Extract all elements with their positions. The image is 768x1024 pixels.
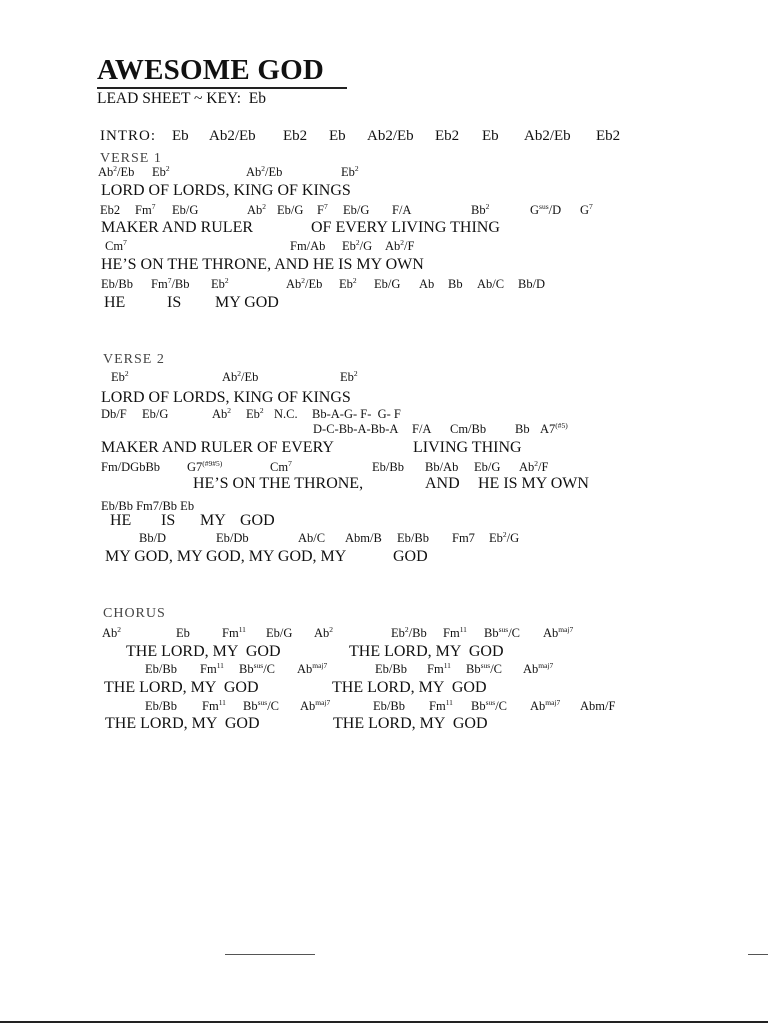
intro-label: INTRO: [100,128,156,144]
chord-symbol: $G7^{(\#9\#5)}$ [187,459,223,474]
intro-chord: Eb2 [435,128,460,144]
chord-symbol: Eb/Bb [145,699,177,713]
intro-chord: Eb2 [283,128,308,144]
chord-symbol: Eb/G [142,407,169,421]
chord-symbol: Ab$^2$/Eb [286,276,323,291]
chord-symbol: Eb/Bb [372,460,404,474]
chord-symbol: Ab$^2$ [212,406,232,421]
chord-symbol: Eb$^2$ [211,276,229,291]
chord-symbol: F/A [392,203,412,217]
chord-symbol: Eb/Bb [101,277,133,291]
chord-symbol: Eb$^2$/G [489,530,520,545]
chord-symbol: Eb/Db [216,531,249,545]
chord-symbol: Ab$^2$ [102,625,122,640]
lyric-text: IS [161,512,176,529]
chord-symbol: Bb/Ab [425,460,459,474]
footer-rule [225,954,315,955]
chord-symbol: Eb [176,626,190,640]
chord-symbol: Fm$^{11}$ [443,625,467,640]
chord-symbol: Ab$^2$/Eb [246,164,283,179]
chord-symbol: Bb [448,277,463,291]
chord-symbol: Fm/Ab [290,239,326,253]
chord-symbol: Fm$^{11}$ [202,698,226,713]
chord-symbol: Eb/G [474,460,501,474]
chord-symbol: Fm$^{11}$ [200,661,224,676]
chord-symbol: Fm$^7$ [135,202,156,217]
intro-chord: Eb [172,128,189,144]
chord-symbol: $Ab^{maj7}$ [297,661,328,676]
intro-chord: Eb2 [596,128,621,144]
chord-symbol: $Bb^{sus}/C$ [471,698,507,713]
chord-symbol: Abm/B [345,531,382,545]
chord-symbol: Eb$^2$ [339,276,357,291]
lyric-text: IS [167,294,182,311]
chord-symbol: Eb$^2$ [340,369,358,384]
lyric-text: HE [110,512,132,529]
chord-symbol: Fm7 [452,531,475,545]
lyric-text: MY GOD [215,294,279,311]
chord-symbol: Fm$^{11}$ [427,661,451,676]
chord-symbol: Bb$^2$ [471,202,490,217]
intro-chord: Eb [482,128,499,144]
chord-symbol: Ab$^2$/Eb [98,164,135,179]
chord-symbol: Eb2 [100,203,121,217]
chord-symbol: Ab$^2$ [247,202,267,217]
chord-symbol: Ab$^2$/F [519,459,549,474]
chord-symbol: $Ab^{maj7}$ [300,698,331,713]
chord-symbol: D-C-Bb-A-Bb-A [313,422,399,436]
lyric-text: THE LORD, MY GOD [333,715,488,732]
lyric-text: HE’S ON THE THRONE, [193,475,364,492]
chord-symbol: N.C. [274,407,298,421]
chord-symbol: Ab$^2$ [314,625,334,640]
lyric-text: HE IS MY OWN [478,475,589,492]
chord-symbol: Eb/Bb Fm7/Bb Eb [101,499,195,513]
lyric-text: MAKER AND RULER OF EVERY [101,439,334,456]
lyric-text: LORD OF LORDS, KING OF KINGS [101,182,351,199]
chord-symbol: Cm/Bb [450,422,487,436]
chord-symbol: $G^{sus}/D$ [530,202,562,217]
chord-symbol: Fm/DGbBb [101,460,161,474]
chord-symbol: Eb$^2$ [246,406,264,421]
intro-chord: Ab2/Eb [367,128,414,144]
chord-symbol: $Bb^{sus}/C$ [466,661,502,676]
chord-symbol: Eb/G [172,203,199,217]
intro-chord: Ab2/Eb [209,128,256,144]
chord-symbol: Eb$^2$/Bb [391,625,427,640]
chord-symbol: $Bb^{sus}/C$ [484,625,520,640]
chord-symbol: Eb$^2$ [111,369,129,384]
lyric-text: HE [104,294,126,311]
key-subtitle: LEAD SHEET ~ KEY: Eb [97,90,266,107]
section-heading-ch: CHORUS [103,606,166,621]
chord-symbol: $Bb^{sus}/C$ [239,661,275,676]
chord-symbol: Cm$^7$ [105,238,127,253]
lyric-text: GOD [393,548,428,565]
chord-symbol: Bb-A-G- F- G- F [312,407,401,421]
lyric-text: THE LORD, MY GOD [105,715,260,732]
chord-symbol: Fm$^{11}$ [429,698,453,713]
lyric-text: MAKER AND RULER [101,219,254,236]
chord-symbol: Eb$^2$ [341,164,359,179]
lyric-text: THE LORD, MY GOD [126,643,281,660]
footer-rule-right [748,954,768,955]
intro-chord: Ab2/Eb [524,128,571,144]
lyric-text: MY [200,512,226,529]
lyric-text: THE LORD, MY GOD [104,679,259,696]
chord-symbol: Eb/Bb [375,662,407,676]
lyric-text: MY GOD, MY GOD, MY GOD, MY [105,548,347,565]
chord-symbol: Ab$^2$/Eb [222,369,259,384]
lyric-text: LORD OF LORDS, KING OF KINGS [101,389,351,406]
lyric-text: LIVING THING [413,439,522,456]
section-heading-v1: VERSE 1 [100,151,162,166]
chord-symbol: Abm/F [580,699,616,713]
chord-symbol: Db/F [101,407,127,421]
chord-symbol: Bb/D [518,277,546,291]
chord-symbol: Cm$^7$ [270,459,292,474]
chord-symbol: Ab/C [477,277,505,291]
chord-symbol: Eb/G [343,203,370,217]
chord-symbol: $F^7$ [317,202,328,217]
lyric-text: OF EVERY LIVING THING [311,219,500,236]
chord-symbol: $Ab^{maj7}$ [523,661,554,676]
lyric-text: THE LORD, MY GOD [332,679,487,696]
chord-symbol: Eb/G [266,626,293,640]
song-title: AWESOME GOD [97,54,324,86]
chord-symbol: Ab [419,277,435,291]
chord-symbol: Fm$^{11}$ [222,625,246,640]
chord-symbol: Fm$^7$/Bb [151,276,190,291]
chord-symbol: $Bb^{sus}/C$ [243,698,279,713]
lyric-text: THE LORD, MY GOD [349,643,504,660]
section-heading-v2: VERSE 2 [103,352,165,367]
bottom-edge-line [0,1021,768,1023]
chord-symbol: $Ab^{maj7}$ [543,625,574,640]
chord-symbol: Eb$^2$/G [342,238,373,253]
chord-symbol: Eb/G [374,277,401,291]
chord-symbol: Eb/Bb [397,531,429,545]
chord-symbol: Eb/Bb [373,699,405,713]
chord-symbol: $A7^{(\#5)}$ [540,421,568,436]
lyric-text: GOD [240,512,275,529]
lyric-text: HE’S ON THE THRONE, AND HE IS MY OWN [101,256,424,273]
lyric-text: AND [425,475,460,492]
chord-symbol: $G^7$ [580,202,593,217]
intro-chord: Eb [329,128,346,144]
chord-symbol: Bb [515,422,530,436]
chord-symbol: F/A [412,422,432,436]
chord-symbol: Ab/C [298,531,326,545]
chord-symbol: Eb/Bb [145,662,177,676]
chord-symbol: Eb/G [277,203,304,217]
chord-symbol: Eb$^2$ [152,164,170,179]
title-underline [97,87,347,89]
chord-symbol: Bb/D [139,531,167,545]
chord-symbol: Ab$^2$/F [385,238,415,253]
chord-symbol: $Ab^{maj7}$ [530,698,561,713]
